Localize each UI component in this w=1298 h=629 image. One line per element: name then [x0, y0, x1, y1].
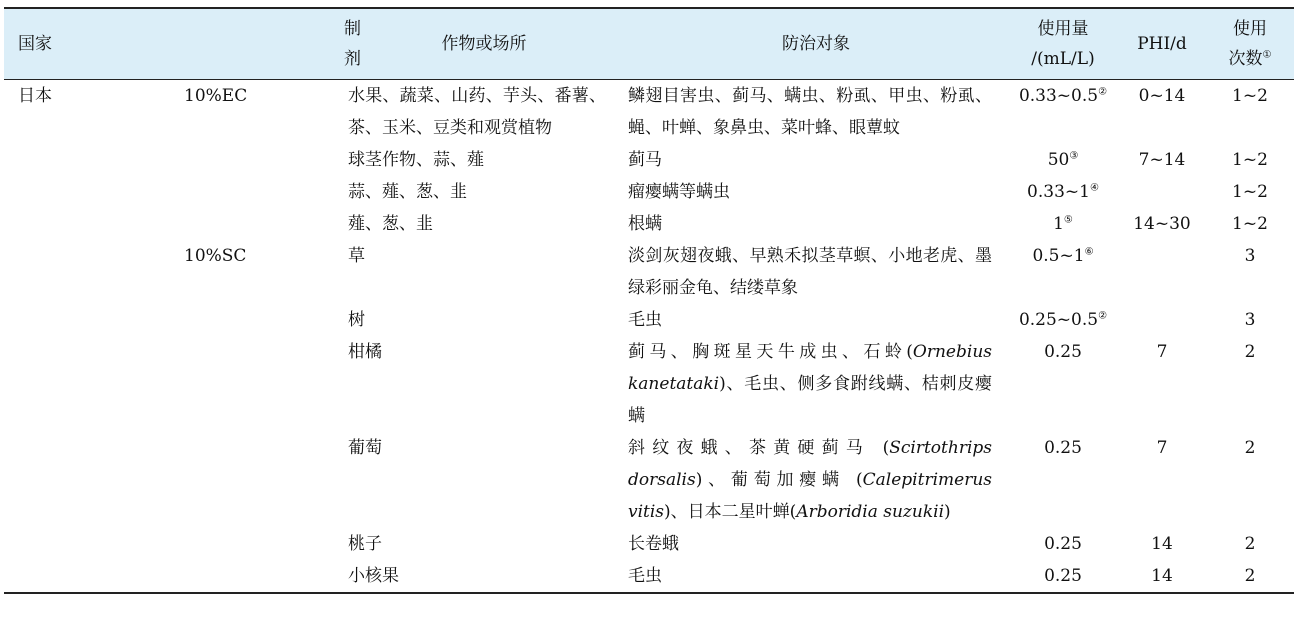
- cell-dosage: [1008, 144, 1118, 176]
- dosage-value: 0.33~1: [1027, 182, 1090, 202]
- cell-phi: 0~14: [1138, 86, 1186, 106]
- dosage-value: 0.25: [1044, 534, 1082, 554]
- target-text: ): [944, 502, 951, 522]
- target-text: )、葡萄加瘿螨 (: [695, 470, 863, 490]
- table-header: [4, 8, 1294, 80]
- dosage-footnote: ④: [1089, 182, 1099, 194]
- latin-name: Scirtothrips dorsalis: [628, 438, 992, 490]
- cell-crop: 桃子: [348, 534, 382, 554]
- dosage-footnote: ②: [1098, 86, 1108, 98]
- cell-formulation: 10%EC: [184, 86, 248, 106]
- dosage-value: 50: [1047, 150, 1070, 170]
- cell-country: [4, 304, 154, 336]
- header-times: [1206, 8, 1294, 80]
- cell-phi: [1118, 304, 1206, 336]
- target-text: 蓟马、胸斑星天牛成虫、石蛉(: [628, 342, 913, 362]
- header-dosage-line2: /(mL/L): [1031, 49, 1095, 69]
- cell-crop: 葡萄: [348, 438, 382, 458]
- cell-times: 2: [1244, 534, 1256, 554]
- cell-times: 2: [1206, 560, 1294, 593]
- cell-formulation: [154, 528, 344, 560]
- table-row: [4, 80, 1294, 145]
- cell-crop: 小核果: [344, 560, 624, 593]
- cell-phi: 14: [1151, 534, 1173, 554]
- table-row: [4, 336, 1294, 432]
- cell-times: 1~2: [1232, 214, 1268, 234]
- dosage-value: 0.5~1: [1032, 246, 1085, 266]
- table-row: [4, 560, 1294, 593]
- dosage-footnote: ⑤: [1063, 214, 1073, 226]
- cell-phi: 14~30: [1133, 214, 1191, 234]
- target-text: )、日本二星叶蝉(: [664, 502, 797, 522]
- table-row: [4, 304, 1294, 336]
- dosage-value: 0.25: [1044, 342, 1082, 362]
- latin-name: Calepitrimerus vitis: [628, 470, 992, 522]
- cell-crop: 球茎作物、蒜、薤: [348, 150, 484, 170]
- cell-crop: 草: [348, 246, 365, 266]
- table-row: [4, 432, 1294, 528]
- header-formulation-text: 制剂: [344, 19, 361, 69]
- header-times-line1: 使用: [1233, 19, 1267, 39]
- cell-dosage: [1008, 432, 1118, 528]
- table-body: [4, 80, 1294, 594]
- cell-target: 长卷蛾: [628, 534, 679, 554]
- cell-country: [4, 208, 154, 240]
- cell-dosage: [1008, 304, 1118, 336]
- latin-name: Arboridia suzukii: [796, 502, 945, 522]
- header-times-note: ①: [1262, 49, 1272, 61]
- cell-country: [4, 560, 154, 593]
- cell-phi: 14: [1118, 560, 1206, 593]
- cell-crop: 蒜、薤、葱、韭: [348, 182, 467, 202]
- cell-phi: 7: [1156, 342, 1168, 362]
- cell-formulation: [154, 176, 344, 208]
- cell-target: 毛虫: [624, 560, 1008, 593]
- table-row: [4, 144, 1294, 176]
- cell-dosage: [1008, 528, 1118, 560]
- cell-crop: 水果、蔬菜、山药、芋头、番薯、茶、玉米、豆类和观赏植物: [348, 86, 606, 138]
- dosage-footnote: ⑥: [1084, 246, 1094, 258]
- header-dosage: [1008, 8, 1118, 80]
- cell-times: 2: [1244, 342, 1256, 362]
- dosage-footnote: ②: [1098, 310, 1108, 322]
- cell-formulation: [154, 432, 344, 528]
- cell-formulation: 10%SC: [184, 246, 247, 266]
- cell-times: 1~2: [1232, 150, 1268, 170]
- dosage-value: 0.25: [1044, 566, 1082, 586]
- cell-times: 1~2: [1232, 182, 1268, 202]
- cell-country: [4, 240, 154, 304]
- header-country: 国家: [4, 8, 154, 80]
- header-phi: PHI/d: [1118, 8, 1206, 80]
- cell-target: 蓟马: [628, 150, 662, 170]
- cell-times: 3: [1244, 310, 1256, 330]
- cell-formulation: [154, 208, 344, 240]
- header-times-line2: 次数: [1228, 49, 1263, 69]
- cell-formulation: [154, 336, 344, 432]
- dosage-footnote: ③: [1069, 150, 1079, 162]
- cell-target: 瘤瘿螨等螨虫: [628, 182, 730, 202]
- header-dosage-line1: 使用量: [1037, 19, 1089, 39]
- latin-name: Ornebius kanetataki: [628, 342, 992, 394]
- pesticide-usage-table: [4, 7, 1294, 594]
- cell-phi: [1118, 240, 1206, 304]
- dosage-value: 0.25: [1044, 438, 1082, 458]
- cell-phi: 7: [1156, 438, 1168, 458]
- cell-target: [624, 432, 1008, 528]
- cell-target: 根螨: [628, 214, 662, 234]
- cell-phi: [1118, 176, 1206, 208]
- cell-country: [4, 432, 154, 528]
- cell-crop: 薤、葱、韭: [348, 214, 433, 234]
- cell-dosage: [1008, 560, 1118, 593]
- cell-formulation: [154, 560, 344, 593]
- cell-country: [4, 528, 154, 560]
- cell-target: [624, 336, 1008, 432]
- cell-phi: 7~14: [1138, 150, 1186, 170]
- cell-dosage: [1008, 240, 1118, 304]
- cell-country: [4, 176, 154, 208]
- cell-country: [4, 144, 154, 176]
- cell-target: 毛虫: [628, 310, 662, 330]
- cell-target: 淡剑灰翅夜蛾、早熟禾拟茎草螟、小地老虎、墨绿彩丽金龟、结缕草象: [628, 246, 992, 298]
- cell-times: 2: [1244, 438, 1256, 458]
- cell-times: 1~2: [1232, 86, 1268, 106]
- dosage-value: 0.33~0.5: [1018, 86, 1099, 106]
- cell-target: 鳞翅目害虫、蓟马、螨虫、粉虱、甲虫、粉虱、蝇、叶蝉、象鼻虫、菜叶蜂、眼蕈蚊: [628, 86, 992, 138]
- cell-country: [4, 336, 154, 432]
- header-crop: 作物或场所: [344, 8, 624, 80]
- table-row: [4, 240, 1294, 304]
- cell-dosage: [1008, 80, 1118, 145]
- cell-crop: 树: [348, 310, 365, 330]
- target-text: 斜纹夜蛾、茶黄硬蓟马 (: [628, 438, 890, 458]
- dosage-value: 1: [1053, 214, 1064, 234]
- cell-dosage: [1008, 208, 1118, 240]
- target-text: )、毛虫、侧多食跗线螨、桔刺皮瘿螨: [628, 374, 992, 426]
- header-formulation: [154, 8, 361, 80]
- cell-formulation: [154, 144, 344, 176]
- cell-dosage: [1008, 336, 1118, 432]
- cell-times: 3: [1244, 246, 1256, 266]
- cell-country: 日本: [18, 86, 52, 106]
- table-row: [4, 528, 1294, 560]
- cell-dosage: [1008, 176, 1118, 208]
- table-row: [4, 176, 1294, 208]
- dosage-value: 0.25~0.5: [1018, 310, 1099, 330]
- header-target: 防治对象: [624, 8, 1008, 80]
- table-row: [4, 208, 1294, 240]
- cell-crop: 柑橘: [348, 342, 382, 362]
- cell-formulation: [154, 304, 344, 336]
